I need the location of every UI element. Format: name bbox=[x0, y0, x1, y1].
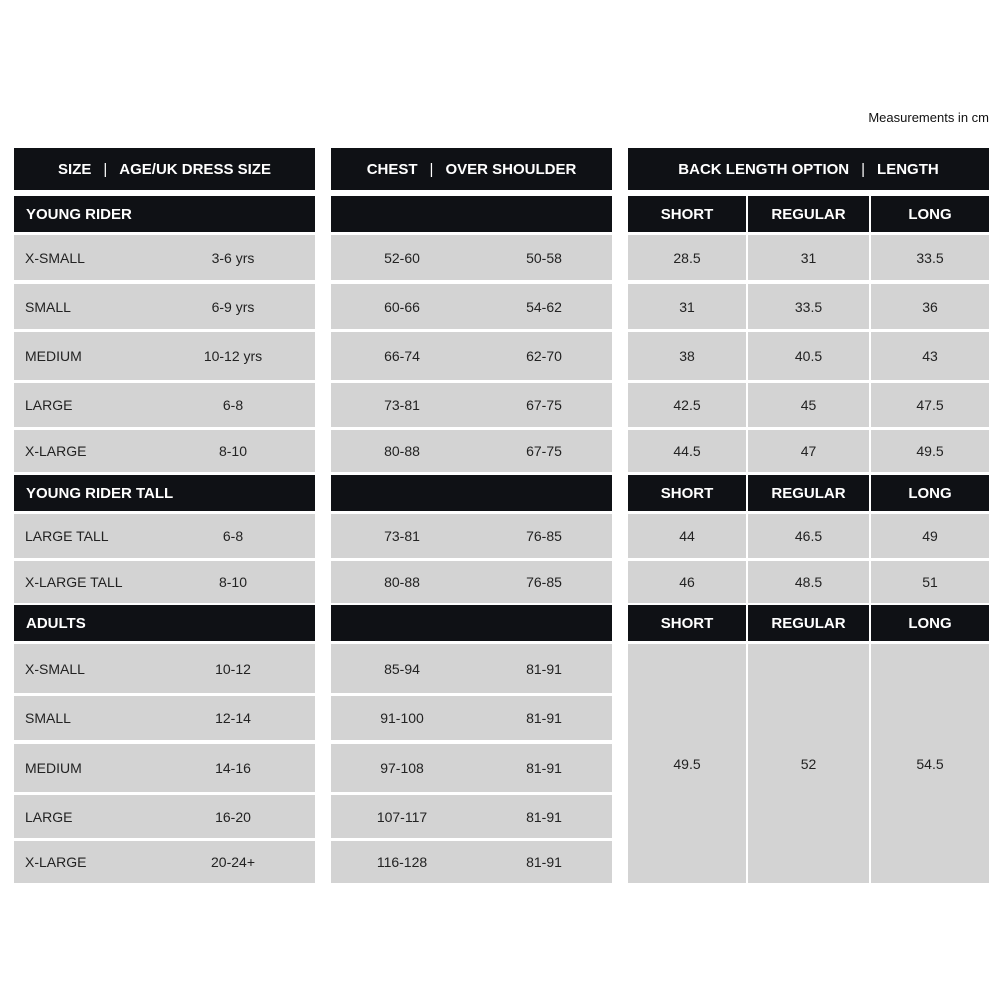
length-value-regular: 47 bbox=[748, 430, 869, 472]
table-row-measurements bbox=[331, 430, 612, 472]
size-age-header bbox=[14, 148, 315, 190]
length-value-short: 42.5 bbox=[628, 383, 746, 427]
merged-length-value-regular: 52 bbox=[748, 644, 869, 883]
length-option-header-regular: REGULAR bbox=[748, 475, 869, 511]
header-separator: | bbox=[103, 160, 108, 178]
length-option-header-short: SHORT bbox=[628, 605, 746, 641]
table-row-size bbox=[14, 284, 315, 329]
group-header-blank bbox=[331, 605, 612, 641]
length-value-regular: 45 bbox=[748, 383, 869, 427]
table-row-measurements bbox=[331, 644, 612, 693]
size-header-label: SIZE bbox=[58, 160, 92, 178]
group-header: ADULTS bbox=[14, 605, 315, 641]
shoulder-value: 67-75 bbox=[526, 443, 562, 459]
header-separator: | bbox=[861, 160, 866, 178]
age-value: 3-6 yrs bbox=[211, 249, 255, 266]
table-row-size bbox=[14, 696, 315, 740]
length-value-short: 46 bbox=[628, 561, 746, 603]
shoulder-value: 50-58 bbox=[526, 249, 562, 266]
shoulder-value: 81-91 bbox=[526, 854, 562, 870]
chest-value: 73-81 bbox=[384, 528, 420, 544]
length-value-regular: 46.5 bbox=[748, 514, 869, 558]
length-value-regular: 31 bbox=[748, 235, 869, 280]
size-label: X-LARGE bbox=[25, 854, 87, 870]
length-value-long: 33.5 bbox=[871, 235, 989, 280]
chest-value: 52-60 bbox=[384, 249, 420, 266]
length-header-label: LENGTH bbox=[877, 160, 939, 178]
length-value-long: 49 bbox=[871, 514, 989, 558]
shoulder-value: 62-70 bbox=[526, 348, 562, 364]
chest-value: 116-128 bbox=[376, 854, 428, 870]
age-value: 20-24+ bbox=[211, 854, 255, 870]
length-value-short: 38 bbox=[628, 332, 746, 380]
table-row-measurements bbox=[331, 332, 612, 380]
chest-value: 85-94 bbox=[384, 660, 420, 677]
header-separator: | bbox=[429, 160, 434, 178]
chest-value: 97-108 bbox=[380, 760, 424, 776]
shoulder-value: 81-91 bbox=[526, 660, 562, 677]
table-row-measurements bbox=[331, 841, 612, 883]
age-value: 10-12 bbox=[215, 660, 251, 677]
measurement-unit-note: Measurements in cm bbox=[868, 110, 989, 125]
shoulder-value: 81-91 bbox=[526, 808, 562, 825]
table-row-size bbox=[14, 644, 315, 693]
shoulder-value: 76-85 bbox=[526, 574, 562, 590]
length-value-short: 28.5 bbox=[628, 235, 746, 280]
table-row-measurements bbox=[331, 383, 612, 427]
shoulder-value: 54-62 bbox=[526, 298, 562, 315]
length-value-short: 44 bbox=[628, 514, 746, 558]
size-label: X-LARGE bbox=[25, 443, 87, 459]
shoulder-header-label: OVER SHOULDER bbox=[445, 160, 577, 178]
size-label: LARGE bbox=[25, 808, 73, 825]
group-header-blank bbox=[331, 196, 612, 232]
age-value: 12-14 bbox=[215, 710, 251, 726]
shoulder-value: 81-91 bbox=[526, 710, 562, 726]
table-row-measurements bbox=[331, 696, 612, 740]
table-row-measurements bbox=[331, 744, 612, 792]
table-row-size bbox=[14, 332, 315, 380]
age-value: 16-20 bbox=[215, 808, 251, 825]
shoulder-value: 67-75 bbox=[526, 397, 562, 413]
size-label: SMALL bbox=[25, 298, 71, 315]
length-value-regular: 40.5 bbox=[748, 332, 869, 380]
merged-length-value-short: 49.5 bbox=[628, 644, 746, 883]
chest-shoulder-header bbox=[331, 148, 612, 190]
size-label: SMALL bbox=[25, 710, 71, 726]
size-label: X-SMALL bbox=[25, 660, 85, 677]
age-value: 10-12 yrs bbox=[203, 348, 263, 364]
table-row-size bbox=[14, 841, 315, 883]
group-header: YOUNG RIDER TALL bbox=[14, 475, 315, 511]
chest-header-label: CHEST bbox=[366, 160, 418, 178]
size-label: LARGE bbox=[25, 397, 73, 413]
table-row-size bbox=[14, 744, 315, 792]
chest-value: 66-74 bbox=[384, 348, 420, 364]
chest-value: 60-66 bbox=[384, 298, 420, 315]
length-value-long: 51 bbox=[871, 561, 989, 603]
chest-value: 91-100 bbox=[380, 710, 424, 726]
age-value: 8-10 bbox=[218, 443, 248, 459]
table-row-measurements bbox=[331, 284, 612, 329]
table-row-size bbox=[14, 383, 315, 427]
age-value: 6-8 bbox=[222, 528, 244, 544]
size-label: X-LARGE TALL bbox=[25, 574, 123, 590]
length-value-long: 43 bbox=[871, 332, 989, 380]
table-row-size bbox=[14, 795, 315, 838]
length-option-header-short: SHORT bbox=[628, 196, 746, 232]
shoulder-value: 81-91 bbox=[526, 760, 562, 776]
table-row-size bbox=[14, 514, 315, 558]
size-label: X-SMALL bbox=[25, 249, 85, 266]
length-value-regular: 48.5 bbox=[748, 561, 869, 603]
length-option-header-long: LONG bbox=[871, 605, 989, 641]
group-header-blank bbox=[331, 475, 612, 511]
table-row-size bbox=[14, 235, 315, 280]
size-label: MEDIUM bbox=[25, 348, 82, 364]
chest-value: 80-88 bbox=[384, 574, 420, 590]
length-value-long: 49.5 bbox=[871, 430, 989, 472]
length-option-header-long: LONG bbox=[871, 196, 989, 232]
table-row-measurements bbox=[331, 561, 612, 603]
length-option-header-regular: REGULAR bbox=[748, 605, 869, 641]
back-length-header bbox=[628, 148, 989, 190]
group-header: YOUNG RIDER bbox=[14, 196, 315, 232]
length-value-long: 36 bbox=[871, 284, 989, 329]
chest-value: 107-117 bbox=[376, 808, 428, 825]
table-row-measurements bbox=[331, 795, 612, 838]
age-value: 6-8 bbox=[222, 397, 244, 413]
size-label: MEDIUM bbox=[25, 760, 82, 776]
age-value: 8-10 bbox=[218, 574, 248, 590]
merged-length-value-long: 54.5 bbox=[871, 644, 989, 883]
length-option-header-short: SHORT bbox=[628, 475, 746, 511]
age-value: 14-16 bbox=[215, 760, 251, 776]
table-row-size bbox=[14, 430, 315, 472]
table-row-measurements bbox=[331, 514, 612, 558]
chest-value: 73-81 bbox=[384, 397, 420, 413]
length-value-long: 47.5 bbox=[871, 383, 989, 427]
table-row-size bbox=[14, 561, 315, 603]
length-value-regular: 33.5 bbox=[748, 284, 869, 329]
age-value: 6-9 yrs bbox=[211, 298, 255, 315]
table-row-measurements bbox=[331, 235, 612, 280]
shoulder-value: 76-85 bbox=[526, 528, 562, 544]
size-label: LARGE TALL bbox=[25, 528, 109, 544]
length-option-header-regular: REGULAR bbox=[748, 196, 869, 232]
length-value-short: 44.5 bbox=[628, 430, 746, 472]
age-header-label: AGE/UK DRESS SIZE bbox=[119, 160, 271, 178]
back-length-header-label: BACK LENGTH OPTION bbox=[678, 160, 850, 178]
chest-value: 80-88 bbox=[384, 443, 420, 459]
length-option-header-long: LONG bbox=[871, 475, 989, 511]
length-value-short: 31 bbox=[628, 284, 746, 329]
